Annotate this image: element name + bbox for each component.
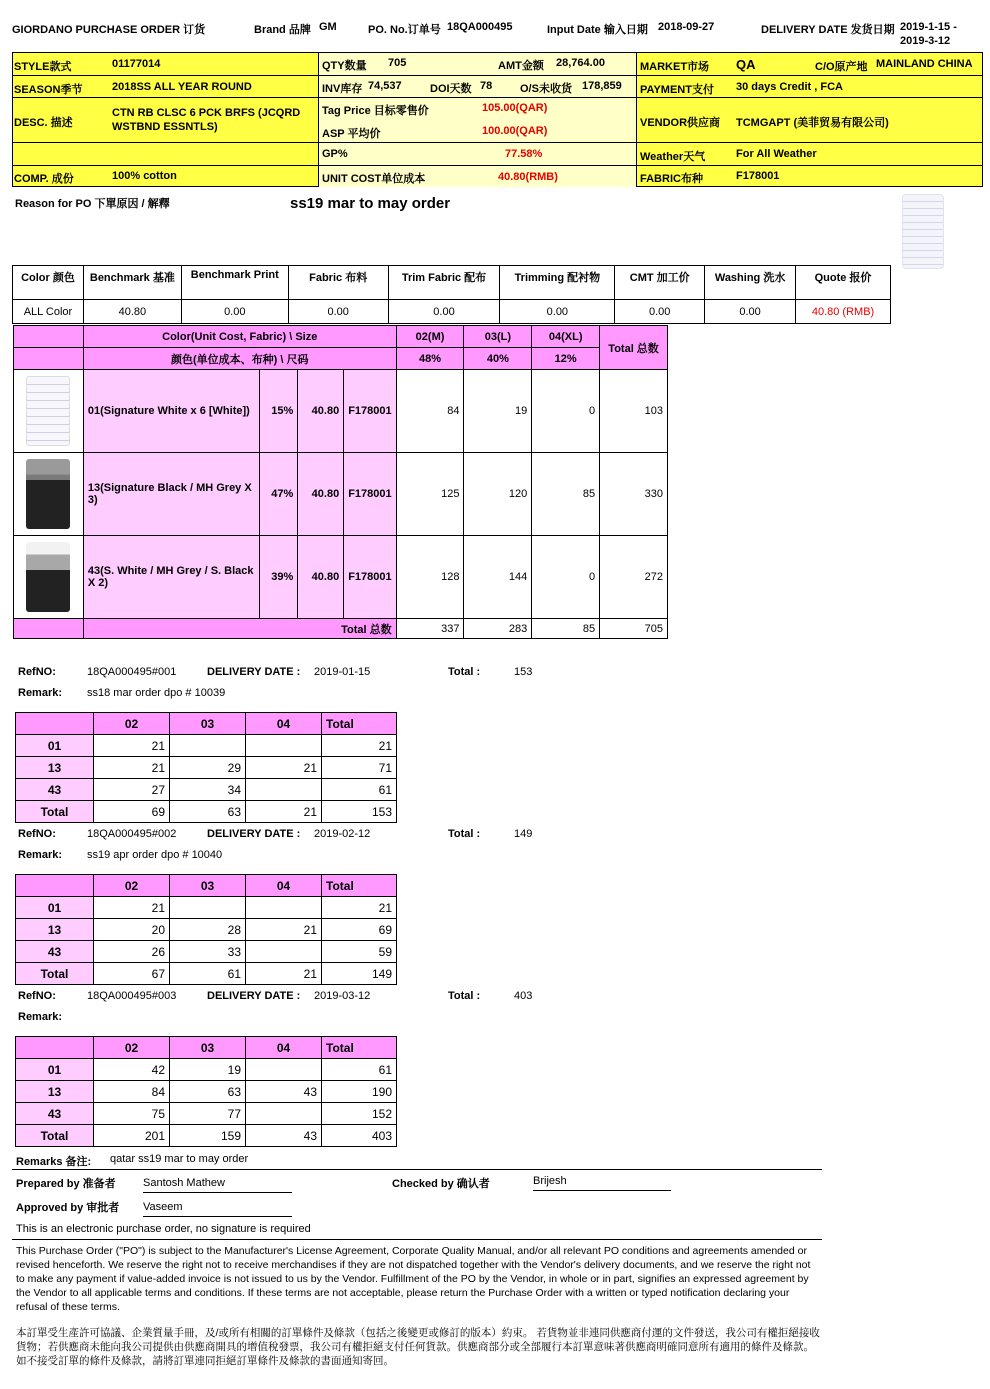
color-01-image bbox=[26, 376, 70, 446]
bench-color: ALL Color bbox=[13, 300, 84, 324]
matrix-row-13 bbox=[14, 453, 668, 536]
sub-cell: 69 bbox=[94, 801, 170, 823]
matrix-total-label: Total 总数 bbox=[83, 619, 396, 639]
input-date: 2018-09-27 bbox=[658, 21, 715, 33]
reason-label: Reason for PO 下單原因 / 解釋 bbox=[15, 198, 170, 210]
bench-header-color: Color 颜色 bbox=[13, 266, 84, 300]
legal-text-en: This Purchase Order ("PO") is subject to the Manufacturer's License Agreement, Corporate Quality Manual, and/or all relevant PO conditions and agreements amended or revised henceforth. We reserve the right not to receive merchandises if they are not dispatched together with the Vendor's delivery documents, and we reserve the right not to make any payment if value-added invoice is not issued to us by the Vendor. Fulfillment of the PO by the Vendor, in whole or in part, signifies an expressed agreement by the Vendor to all applicable terms and conditions. If these terms are not acceptable, please return the Purchase Order with a written or typed notification declaring your refusal of these terms. bbox=[16, 1245, 811, 1313]
matrix-color-cost: 40.80 bbox=[298, 536, 344, 619]
payment-label: PAYMENT支付 bbox=[640, 84, 714, 96]
asp-value: 100.00(QAR) bbox=[482, 125, 548, 137]
sub-cell bbox=[246, 1103, 322, 1125]
sub-col-03: 03 bbox=[170, 875, 246, 897]
desc-label: DESC. 描述 bbox=[14, 117, 73, 129]
brand-label: Brand 品牌 bbox=[254, 24, 311, 36]
remark-label: Remark: bbox=[18, 849, 63, 861]
matrix-row-total: 103 bbox=[600, 370, 668, 453]
sub-col-03: 03 bbox=[170, 713, 246, 735]
matrix-pct-m: 48% bbox=[396, 348, 464, 370]
sub-cell bbox=[246, 941, 322, 963]
color-43-image bbox=[26, 542, 70, 612]
prepared-value: Santosh Mathew bbox=[143, 1177, 292, 1193]
sub-cell: 27 bbox=[94, 779, 170, 801]
matrix-color-pct: 39% bbox=[260, 536, 298, 619]
matrix-row-total: 272 bbox=[600, 536, 668, 619]
total-value: 149 bbox=[514, 828, 533, 840]
sub-cell: 71 bbox=[322, 757, 397, 779]
sub-table-003 bbox=[15, 1036, 397, 1147]
desc-line-2: WSTBND ESSNTLS) bbox=[112, 121, 218, 133]
tag-price-label: Tag Price 目标零售价 bbox=[322, 105, 429, 117]
sub-col-03: 03 bbox=[170, 1037, 246, 1059]
matrix-qty: 128 bbox=[396, 536, 464, 619]
sub-cell: 21 bbox=[246, 919, 322, 941]
matrix-qty: 120 bbox=[464, 453, 532, 536]
sub-cell: 159 bbox=[170, 1125, 246, 1147]
matrix-row-total: 330 bbox=[600, 453, 668, 536]
brand-value: GM bbox=[319, 21, 337, 33]
matrix-qty: 19 bbox=[464, 370, 532, 453]
bench-header-quote: Quote 报价 bbox=[796, 266, 891, 300]
os-value: 178,859 bbox=[582, 80, 622, 92]
matrix-qty: 144 bbox=[464, 536, 532, 619]
sub-cell: 152 bbox=[322, 1103, 397, 1125]
matrix-qty: 0 bbox=[532, 536, 600, 619]
sub-cell bbox=[246, 735, 322, 757]
matrix-header-cn: 颜色(单位成本、布种) \ 尺码 bbox=[83, 348, 396, 370]
sub-row-label: 01 bbox=[16, 897, 94, 919]
sub-row-label: 13 bbox=[16, 1081, 94, 1103]
sub-row-label: Total bbox=[16, 1125, 94, 1147]
vendor-label: VENDOR供应商 bbox=[640, 117, 721, 129]
sub-cell: 43 bbox=[246, 1125, 322, 1147]
sub-cell: 84 bbox=[94, 1081, 170, 1103]
electronic-note: This is an electronic purchase order, no signature is required bbox=[16, 1223, 311, 1235]
doi-value: 78 bbox=[480, 80, 493, 92]
bench-header-washing: Washing 洗水 bbox=[705, 266, 796, 300]
bench-fabric: 0.00 bbox=[288, 300, 388, 324]
sub-row-label: 01 bbox=[16, 735, 94, 757]
legal-text-cn: 本訂單受生產許可協議、企業質量手冊，及/或所有相關的訂單條件及條款（包括之後變更或修訂的版本）約束。 若貨物並非連同供應商付運的文件發送，我公司有權拒絕接收貨物；若供應商未能向我公司提供由供應商開具的增值稅發票，我公司有權拒絕支付任何貨款。供應商部分或全部履行本訂單意味著供應商明確同意所有適用的條件及條款。如不接受訂單的條件及條款，請將訂單連同拒絕訂單條件及條款的書面通知寄回。 bbox=[16, 1327, 820, 1367]
sub-col-04: 04 bbox=[246, 713, 322, 735]
matrix-row-01 bbox=[14, 370, 668, 453]
checked-value: Brijesh bbox=[533, 1175, 671, 1191]
prepared-label: Prepared by 准备者 bbox=[16, 1178, 116, 1190]
sub-col-02: 02 bbox=[94, 713, 170, 735]
market-value: QA bbox=[736, 57, 756, 72]
matrix-qty: 84 bbox=[396, 370, 464, 453]
input-date-label: Input Date 输入日期 bbox=[547, 24, 648, 36]
delivery-value: 2019-02-12 bbox=[314, 828, 371, 840]
sub-row-label: 13 bbox=[16, 757, 94, 779]
total-label: Total : bbox=[448, 666, 481, 678]
comp-value: 100% cotton bbox=[112, 170, 177, 182]
sub-cell: 201 bbox=[94, 1125, 170, 1147]
matrix-qty: 0 bbox=[532, 370, 600, 453]
delivery-value: 2019-03-12 bbox=[314, 990, 371, 1002]
matrix-header-en: Color(Unit Cost, Fabric) \ Size bbox=[83, 326, 396, 348]
matrix-color-cost: 40.80 bbox=[298, 453, 344, 536]
sub-cell: 59 bbox=[322, 941, 397, 963]
refno-value: 18QA000495#001 bbox=[87, 666, 177, 678]
sub-col-04: 04 bbox=[246, 1037, 322, 1059]
sub-cell: 69 bbox=[322, 919, 397, 941]
bench-quote: 40.80 (RMB) bbox=[796, 300, 891, 324]
refno-label: RefNO: bbox=[18, 990, 56, 1002]
sub-cell: 75 bbox=[94, 1103, 170, 1125]
sub-cell: 34 bbox=[170, 779, 246, 801]
sub-col-02: 02 bbox=[94, 875, 170, 897]
season-label: SEASON季节 bbox=[14, 84, 83, 96]
company-title: GIORDANO PURCHASE ORDER 订货 bbox=[12, 24, 206, 36]
sub-row-label: 43 bbox=[16, 941, 94, 963]
total-label: Total : bbox=[448, 828, 481, 840]
sub-cell: 21 bbox=[246, 963, 322, 985]
sub-cell bbox=[170, 897, 246, 919]
sub-cell: 21 bbox=[94, 757, 170, 779]
color-13-image bbox=[26, 459, 70, 529]
matrix-size-m: 02(M) bbox=[396, 326, 464, 348]
remark-value: ss19 apr order dpo # 10040 bbox=[87, 849, 223, 861]
delivery-range-start: 2019-1-15 - bbox=[900, 21, 957, 33]
bench-cmt: 0.00 bbox=[615, 300, 705, 324]
sub-cell: 21 bbox=[246, 757, 322, 779]
sub-cell: 67 bbox=[94, 963, 170, 985]
color-size-matrix bbox=[13, 325, 668, 639]
comp-label: COMP. 成份 bbox=[14, 173, 74, 185]
origin-value: MAINLAND CHINA bbox=[876, 58, 973, 70]
sub-cell bbox=[246, 779, 322, 801]
sub-cell: 33 bbox=[170, 941, 246, 963]
po-label: PO. No.订单号 bbox=[368, 24, 441, 36]
sub-row-label: 43 bbox=[16, 1103, 94, 1125]
gp-label: GP% bbox=[322, 148, 348, 160]
sub-cell: 20 bbox=[94, 919, 170, 941]
sub-col-total: Total bbox=[322, 875, 397, 897]
sub-row-label: Total bbox=[16, 963, 94, 985]
bench-print: 0.00 bbox=[181, 300, 288, 324]
refno-label: RefNO: bbox=[18, 666, 56, 678]
inv-value: 74,537 bbox=[368, 80, 402, 92]
po-number: 18QA000495 bbox=[447, 21, 513, 33]
matrix-color-cost: 40.80 bbox=[298, 370, 344, 453]
delivery-range-end: 2019-3-12 bbox=[900, 35, 951, 47]
matrix-color-name: 43(S. White / MH Grey / S. Black X 2) bbox=[83, 536, 259, 619]
sub-col-total: Total bbox=[322, 1037, 397, 1059]
delivery-label: DELIVERY DATE : bbox=[207, 990, 301, 1002]
bench-header-print: Benchmark Print bbox=[181, 266, 288, 300]
sub-cell bbox=[246, 1059, 322, 1081]
bench-header-benchmark: Benchmark 基准 bbox=[83, 266, 181, 300]
matrix-color-fabric: F178001 bbox=[344, 536, 396, 619]
amt-value: 28,764.00 bbox=[556, 57, 605, 69]
checked-label: Checked by 确认者 bbox=[392, 1178, 490, 1190]
matrix-size-xl: 04(XL) bbox=[532, 326, 600, 348]
sub-row-label: Total bbox=[16, 801, 94, 823]
os-label: O/S未收货 bbox=[520, 83, 572, 95]
weather-label: Weather天气 bbox=[640, 151, 706, 163]
sub-row-label: 13 bbox=[16, 919, 94, 941]
fabric-value: F178001 bbox=[736, 170, 780, 182]
sub-cell: 21 bbox=[246, 801, 322, 823]
sub-col-04: 04 bbox=[246, 875, 322, 897]
bench-header-trimming: Trimming 配衬物 bbox=[500, 266, 615, 300]
sub-cell: 77 bbox=[170, 1103, 246, 1125]
style-value: 01177014 bbox=[112, 58, 161, 70]
matrix-row-43 bbox=[14, 536, 668, 619]
refno-value: 18QA000495#002 bbox=[87, 828, 177, 840]
delivery-value: 2019-01-15 bbox=[314, 666, 371, 678]
delivery-date-label: DELIVERY DATE 发货日期 bbox=[761, 24, 895, 36]
payment-value: 30 days Credit , FCA bbox=[736, 81, 843, 93]
sub-table-002 bbox=[15, 874, 397, 985]
sub-cell: 21 bbox=[94, 897, 170, 919]
sub-cell: 61 bbox=[322, 1059, 397, 1081]
unit-cost-label: UNIT COST单位成本 bbox=[322, 173, 426, 185]
sub-cell: 61 bbox=[170, 963, 246, 985]
remarks-value: qatar ss19 mar to may order bbox=[110, 1153, 249, 1165]
matrix-color-pct: 15% bbox=[260, 370, 298, 453]
qty-value: 705 bbox=[388, 57, 407, 69]
sub-cell: 42 bbox=[94, 1059, 170, 1081]
matrix-qty: 125 bbox=[396, 453, 464, 536]
sub-cell: 190 bbox=[322, 1081, 397, 1103]
approved-label: Approved by 审批者 bbox=[16, 1202, 120, 1214]
matrix-color-name: 13(Signature Black / MH Grey X 3) bbox=[83, 453, 259, 536]
bench-benchmark: 40.80 bbox=[83, 300, 181, 324]
bench-header-cmt: CMT 加工价 bbox=[615, 266, 705, 300]
matrix-col-total: 85 bbox=[532, 619, 600, 639]
delivery-label: DELIVERY DATE : bbox=[207, 828, 301, 840]
product-thumbnail-image bbox=[902, 194, 944, 269]
matrix-grand-total: 705 bbox=[600, 619, 668, 639]
total-value: 403 bbox=[514, 990, 533, 1002]
sub-cell: 63 bbox=[170, 801, 246, 823]
matrix-color-fabric: F178001 bbox=[344, 370, 396, 453]
bench-trim-fabric: 0.00 bbox=[388, 300, 500, 324]
sub-cell: 29 bbox=[170, 757, 246, 779]
matrix-size-l: 03(L) bbox=[464, 326, 532, 348]
remark-label: Remark: bbox=[18, 1011, 63, 1023]
sub-cell: 21 bbox=[322, 897, 397, 919]
divider bbox=[12, 1169, 822, 1170]
bench-header-fabric: Fabric 布料 bbox=[288, 266, 388, 300]
total-value: 153 bbox=[514, 666, 533, 678]
matrix-pct-xl: 12% bbox=[532, 348, 600, 370]
market-label: MARKET市场 bbox=[640, 61, 710, 73]
sub-col-total: Total bbox=[322, 713, 397, 735]
sub-row-label: 43 bbox=[16, 779, 94, 801]
doi-label: DOI天数 bbox=[430, 83, 472, 95]
gp-value: 77.58% bbox=[505, 148, 543, 160]
matrix-qty: 85 bbox=[532, 453, 600, 536]
sub-cell: 28 bbox=[170, 919, 246, 941]
sub-cell: 61 bbox=[322, 779, 397, 801]
matrix-col-total: 283 bbox=[464, 619, 532, 639]
refno-label: RefNO: bbox=[18, 828, 56, 840]
inv-label: INV库存 bbox=[322, 83, 363, 95]
sub-cell: 19 bbox=[170, 1059, 246, 1081]
qty-label: QTY数量 bbox=[322, 60, 367, 72]
weather-value: For All Weather bbox=[736, 148, 817, 160]
total-label: Total : bbox=[448, 990, 481, 1002]
asp-label: ASP 平均价 bbox=[322, 128, 381, 140]
remark-value: ss18 mar order dpo # 10039 bbox=[87, 687, 226, 699]
season-value: 2018SS ALL YEAR ROUND bbox=[112, 81, 252, 93]
remark-label: Remark: bbox=[18, 687, 63, 699]
sub-cell: 153 bbox=[322, 801, 397, 823]
benchmark-table bbox=[12, 265, 891, 324]
bench-header-trim-fabric: Trim Fabric 配布 bbox=[388, 266, 500, 300]
matrix-col-total: 337 bbox=[396, 619, 464, 639]
bench-washing: 0.00 bbox=[705, 300, 796, 324]
refno-value: 18QA000495#003 bbox=[87, 990, 177, 1002]
approved-value: Vaseem bbox=[143, 1201, 292, 1217]
vendor-value: TCMGAPT (美菲贸易有限公司) bbox=[736, 117, 889, 129]
bench-trimming: 0.00 bbox=[500, 300, 615, 324]
sub-row-label: 01 bbox=[16, 1059, 94, 1081]
matrix-color-pct: 47% bbox=[260, 453, 298, 536]
sub-cell: 403 bbox=[322, 1125, 397, 1147]
sub-col-02: 02 bbox=[94, 1037, 170, 1059]
sub-cell: 63 bbox=[170, 1081, 246, 1103]
sub-cell: 43 bbox=[246, 1081, 322, 1103]
fabric-label: FABRIC布种 bbox=[640, 173, 703, 185]
unit-cost-value: 40.80(RMB) bbox=[498, 171, 558, 183]
style-label: STYLE款式 bbox=[14, 61, 72, 73]
amt-label: AMT金额 bbox=[498, 60, 544, 72]
matrix-total-header: Total 总数 bbox=[600, 326, 668, 370]
matrix-color-fabric: F178001 bbox=[344, 453, 396, 536]
divider bbox=[12, 1239, 822, 1240]
remarks-label: Remarks 备注: bbox=[16, 1156, 92, 1168]
desc-line-1: CTN RB CLSC 6 PCK BRFS (JCQRD bbox=[112, 107, 301, 119]
sub-cell: 21 bbox=[322, 735, 397, 757]
matrix-pct-l: 40% bbox=[464, 348, 532, 370]
reason-text: ss19 mar to may order bbox=[290, 195, 451, 212]
sub-cell bbox=[246, 897, 322, 919]
sub-table-001 bbox=[15, 712, 397, 823]
delivery-label: DELIVERY DATE : bbox=[207, 666, 301, 678]
sub-cell: 21 bbox=[94, 735, 170, 757]
sub-cell: 26 bbox=[94, 941, 170, 963]
matrix-color-name: 01(Signature White x 6 [White]) bbox=[83, 370, 259, 453]
sub-cell: 149 bbox=[322, 963, 397, 985]
origin-label: C/O原产地 bbox=[815, 61, 868, 73]
tag-price-value: 105.00(QAR) bbox=[482, 102, 548, 114]
sub-cell bbox=[170, 735, 246, 757]
